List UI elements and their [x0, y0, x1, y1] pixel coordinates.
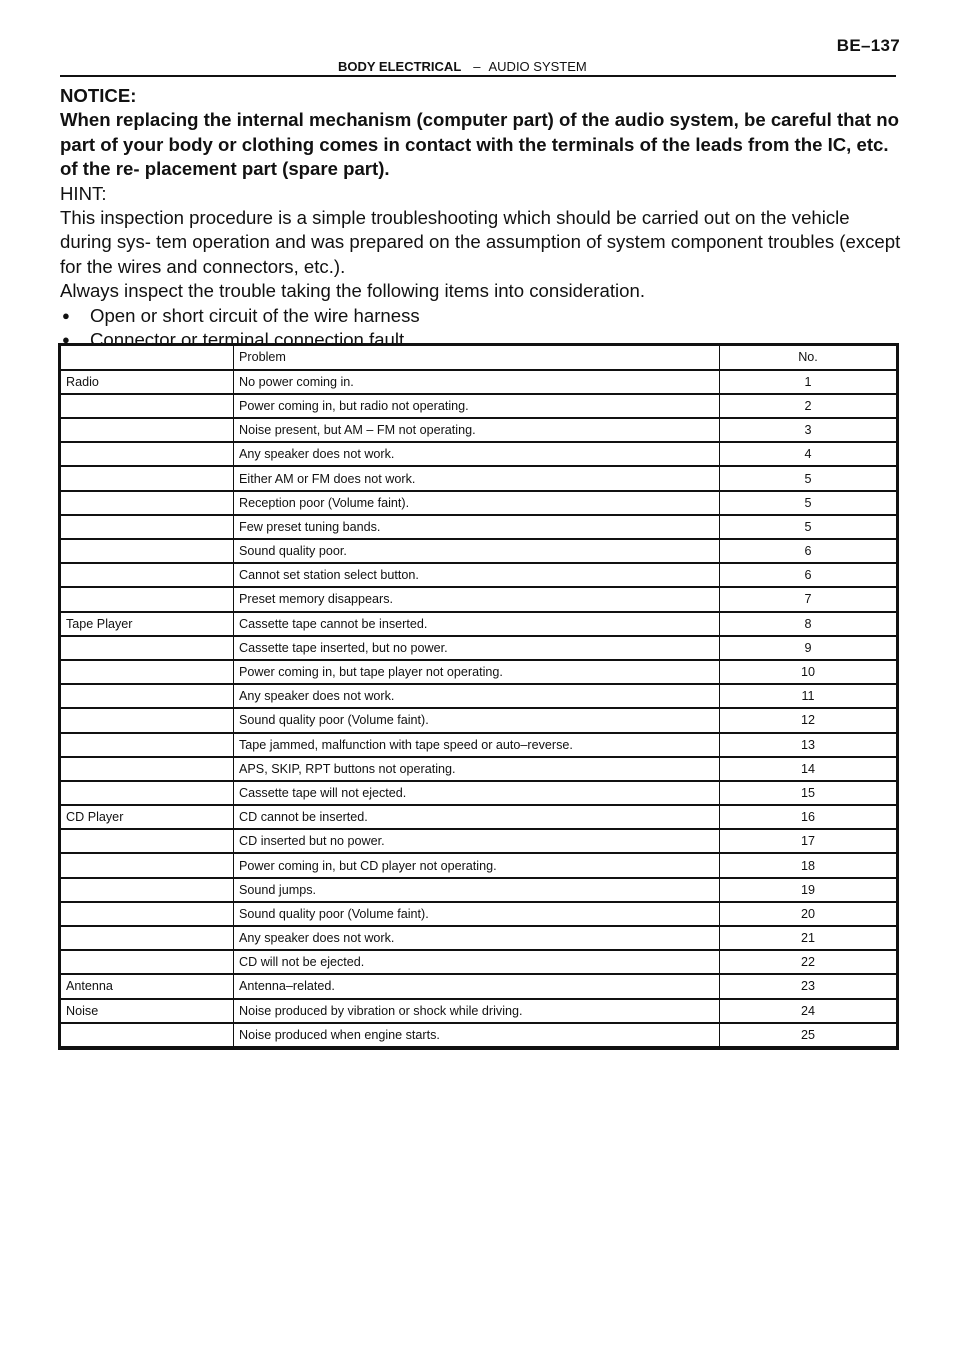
number-cell: 4	[720, 442, 897, 466]
problem-cell: Cassette tape will not ejected.	[234, 781, 720, 805]
problem-cell: Reception poor (Volume faint).	[234, 491, 720, 515]
page-number: BE–137	[836, 36, 900, 55]
category-cell	[61, 733, 234, 757]
table-row	[61, 1023, 897, 1047]
category-cell	[61, 878, 234, 902]
header-no: No.	[720, 346, 897, 370]
bullet-item	[60, 304, 905, 328]
problem-cell: Any speaker does not work.	[234, 926, 720, 950]
header-problem: Problem	[234, 346, 720, 370]
category-cell	[61, 757, 234, 781]
problem-cell: Few preset tuning bands.	[234, 515, 720, 539]
number-cell: 24	[720, 999, 897, 1023]
problem-cell: Cannot set station select button.	[234, 563, 720, 587]
category-cell	[61, 539, 234, 563]
problem-cell: Cassette tape cannot be inserted.	[234, 612, 720, 636]
number-cell: 2	[720, 394, 897, 418]
category-cell	[61, 950, 234, 974]
number-cell: 17	[720, 829, 897, 853]
category-cell	[61, 466, 234, 490]
table-row	[61, 394, 897, 418]
problem-cell: Noise present, but AM – FM not operating.	[234, 418, 720, 442]
table-row	[61, 902, 897, 926]
table-row	[61, 853, 897, 877]
problem-cell: CD will not be ejected.	[234, 950, 720, 974]
number-cell: 6	[720, 539, 897, 563]
category-cell	[61, 829, 234, 853]
number-cell: 15	[720, 781, 897, 805]
page-header	[60, 57, 896, 77]
category-cell	[61, 418, 234, 442]
problem-cell: Cassette tape inserted, but no power.	[234, 636, 720, 660]
hint-label: HINT:	[60, 182, 107, 204]
number-cell: 13	[720, 733, 897, 757]
number-cell: 20	[720, 902, 897, 926]
problem-cell: Tape jammed, malfunction with tape speed or auto–reverse.	[234, 733, 720, 757]
category-cell	[61, 684, 234, 708]
category-cell	[61, 636, 234, 660]
table-row	[61, 950, 897, 974]
number-cell: 11	[720, 684, 897, 708]
number-cell: 18	[720, 853, 897, 877]
troubleshooting-table	[60, 345, 897, 1048]
table-row	[61, 418, 897, 442]
category-cell	[61, 563, 234, 587]
number-cell: 3	[720, 418, 897, 442]
category-cell	[61, 1023, 234, 1047]
number-cell: 25	[720, 1023, 897, 1047]
category-cell: Tape Player	[61, 612, 234, 636]
problem-cell: Power coming in, but tape player not operating.	[234, 660, 720, 684]
table-row	[61, 974, 897, 998]
table-row	[61, 563, 897, 587]
number-cell: 21	[720, 926, 897, 950]
problem-cell: No power coming in.	[234, 370, 720, 394]
hint-intro: Always inspect the trouble taking the following items into consideration.	[60, 280, 645, 302]
category-cell	[61, 853, 234, 877]
table-row	[61, 466, 897, 490]
problem-cell: Sound jumps.	[234, 878, 720, 902]
problem-cell: Preset memory disappears.	[234, 587, 720, 611]
number-cell: 5	[720, 491, 897, 515]
problem-cell: Sound quality poor (Volume faint).	[234, 902, 720, 926]
category-cell	[61, 926, 234, 950]
table-row	[61, 660, 897, 684]
number-cell: 5	[720, 515, 897, 539]
category-cell	[61, 587, 234, 611]
category-cell	[61, 394, 234, 418]
category-cell: Radio	[61, 370, 234, 394]
bullet-dot-icon: ●	[62, 307, 70, 323]
table-row	[61, 999, 897, 1023]
table-row	[61, 442, 897, 466]
number-cell: 19	[720, 878, 897, 902]
table-row	[61, 587, 897, 611]
table-row	[61, 539, 897, 563]
table-row	[61, 878, 897, 902]
table-row	[61, 926, 897, 950]
number-cell: 7	[720, 587, 897, 611]
header-section: BODY ELECTRICAL	[338, 59, 462, 74]
number-cell: 22	[720, 950, 897, 974]
table-row	[61, 636, 897, 660]
table-row	[61, 370, 897, 394]
category-cell	[61, 491, 234, 515]
problem-cell: Noise produced when engine starts.	[234, 1023, 720, 1047]
number-cell: 9	[720, 636, 897, 660]
number-cell: 8	[720, 612, 897, 636]
number-cell: 14	[720, 757, 897, 781]
table-row	[61, 829, 897, 853]
header-topic: AUDIO SYSTEM	[488, 59, 587, 74]
problem-cell: Either AM or FM does not work.	[234, 466, 720, 490]
table-row	[61, 491, 897, 515]
table-row	[61, 612, 897, 636]
category-cell	[61, 708, 234, 732]
number-cell: 12	[720, 708, 897, 732]
problem-cell: Sound quality poor (Volume faint).	[234, 708, 720, 732]
category-cell: Noise	[61, 999, 234, 1023]
instructions	[60, 84, 905, 352]
table-row	[61, 781, 897, 805]
category-cell	[61, 660, 234, 684]
category-cell	[61, 902, 234, 926]
header-category	[61, 346, 234, 370]
number-cell: 5	[720, 466, 897, 490]
table-header-row	[61, 346, 897, 370]
problem-cell: Any speaker does not work.	[234, 684, 720, 708]
problem-cell: Power coming in, but radio not operating.	[234, 394, 720, 418]
table-row	[61, 708, 897, 732]
bullet-dot-icon: ●	[62, 332, 70, 348]
category-cell	[61, 442, 234, 466]
notice-label: NOTICE:	[60, 85, 137, 106]
hint-text: This inspection procedure is a simple troubleshooting which should be carried out on the vehicle during sys- tem operation and was prepared on the assumption of system component troubles (except for the wires and connectors, etc.).	[60, 207, 901, 277]
notice-text: When replacing the internal mechanism (computer part) of the audio system, be careful that no part of your body or clothing comes in contact with the terminals of the leads from the IC, etc. of the re- placement part (spare part).	[60, 109, 899, 180]
table-row	[61, 684, 897, 708]
problem-cell: APS, SKIP, RPT buttons not operating.	[234, 757, 720, 781]
category-cell: Antenna	[61, 974, 234, 998]
table-row	[61, 757, 897, 781]
category-cell	[61, 781, 234, 805]
table-row	[61, 733, 897, 757]
number-cell: 16	[720, 805, 897, 829]
number-cell: 10	[720, 660, 897, 684]
header-dash: –	[473, 59, 481, 74]
category-cell: CD Player	[61, 805, 234, 829]
table-row	[61, 515, 897, 539]
bullet-text: Connector or terminal connection fault	[90, 329, 405, 351]
problem-cell: Noise produced by vibration or shock while driving.	[234, 999, 720, 1023]
table-body	[61, 370, 897, 1047]
table-row	[61, 805, 897, 829]
number-cell: 23	[720, 974, 897, 998]
number-cell: 6	[720, 563, 897, 587]
number-cell: 1	[720, 370, 897, 394]
problem-cell: Sound quality poor.	[234, 539, 720, 563]
problem-cell: CD cannot be inserted.	[234, 805, 720, 829]
problem-cell: Antenna–related.	[234, 974, 720, 998]
bullet-text: Open or short circuit of the wire harness	[90, 304, 420, 326]
problem-cell: Any speaker does not work.	[234, 442, 720, 466]
category-cell	[61, 515, 234, 539]
problem-cell: CD inserted but no power.	[234, 829, 720, 853]
problem-cell: Power coming in, but CD player not operating.	[234, 853, 720, 877]
